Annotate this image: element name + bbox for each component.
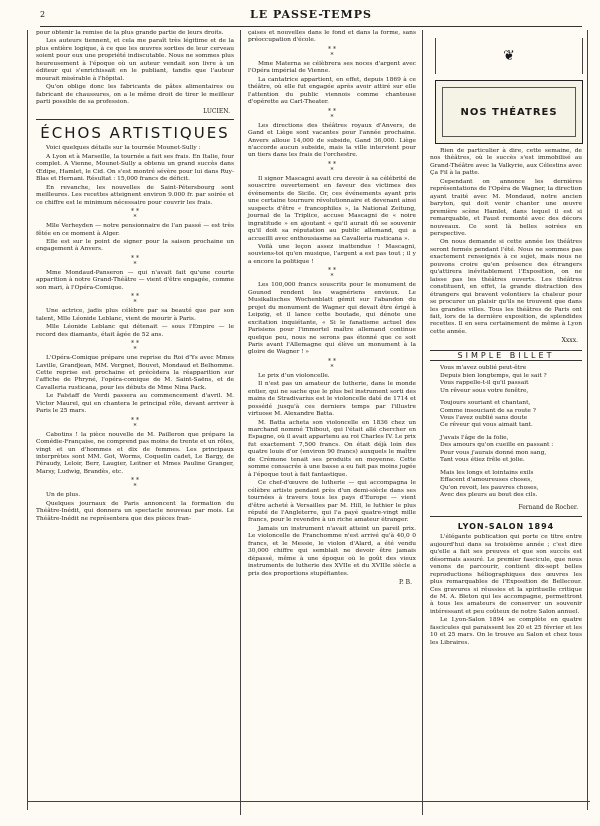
poem-line: Avec des pleurs au bout des cils. [440, 492, 538, 499]
section-heading-theatres-box [435, 80, 583, 144]
paragraph: Mme Materna se célèbrera ses noces d'argent avec l'Opéra impérial de Vienne. [248, 60, 416, 75]
poem-line: Vous rappelle-t-il qu'il passait [440, 380, 529, 387]
paragraph: Rien de particulier à dire, cette semaine, de nos théâtres, où le succès s'est immobilisé au Grand-Théâtre avec la Valkyrie, aux Célestins avec Ça Fil à la patte. [430, 148, 582, 177]
paragraph: L'Opéra-Comique prépare une reprise du Roi d'Ys avec Mmes Laville, Grandjean, MM. Vergnet, Bouvet, Mondaud et Belhomme. Cette reprise est prochaine et précèdera la réapparition sur l'affiche de Phryné, l'opéra-comique de M. Saint-Saëns, et de Cavalleria rusticana, pour les débuts de Mme Nina Pack. [36, 355, 234, 391]
separator-stars: * * * [328, 357, 336, 371]
paragraph: çaises et nouvelles dans le fond et dans la forme, sans préoccupation d'école. [248, 30, 416, 44]
separator-stars: * * * [328, 160, 336, 174]
paragraph: Mme Mondaud-Panseron — qui n'avait fait qu'une courte apparition à notre Grand-Théâtre — vient d'être engagée, comme son mari, à l'Opéra-Comique. [36, 269, 234, 291]
column-divider-2 [422, 30, 423, 815]
section-heading-theatres: NOS THÉATRES [460, 106, 558, 118]
separator-stars: * * * [328, 107, 336, 121]
right-frame-line [587, 30, 588, 810]
separator-stars: * * * [131, 208, 139, 222]
poem-stanza [440, 400, 582, 430]
paragraph: Le Lyon-Salon 1894 se complète en quatre fascicules qui paraissent les 20 et 25 février et les 10 et 25 mars. On le trouve au Salon et chez tous les Libraires. [430, 617, 582, 646]
paragraph: Les 100,000 francs souscrits pour le monument de Gounod rendent les wagnériens envieux. Le Musikalisches Wochenblatt gémit sur l'abandon du projet du monument de Wagner qui devait être érigé à Leipzig, et il lance cette boutade, qui dénote une excitation inquiétante, « Si le fanatisme actuel des Parisiens pour l'immortel maître allemand continue quelque peu, nous ne serons pas étonné que ce soit Paris avant l'Allemagne qui élève un monument à la gloire de Wagner ! » [248, 282, 416, 356]
journal-title: LE PASSE-TEMPS [250, 8, 372, 21]
bottom-frame [27, 801, 590, 816]
column-divider-1 [240, 30, 241, 815]
separator-stars: * * * [131, 340, 139, 354]
paragraph: Mlle Léonide Leblanc qui détenait — sous l'Empire — le record des diamants, était âgée de 52 ans. [36, 324, 234, 338]
paragraph: On nous demande si cette année les théâtres seront fermés pendant l'été. Nous ne sommes pas exactement renseignés à ce sujet, mais nous ne pouvons croire qu'en présence des étrangers qu'attirera inévitablement l'Exposition, on ne laisse pas les théâtres ouverts. Les théâtres constituent, en effet, la grande distraction des étrangers qui bravent volontiers la chaleur pour se procurer un plaisir qu'ils ne trouvent que dans les grandes villes. Tous les théâtres de Paris ont fait, lors de la dernière exposition, de splendides recettes. Il en sera certainement de même à Lyon cette année. [430, 239, 582, 335]
poem-line: Vous m'avez oublié peut-être [440, 365, 527, 372]
poem-line: Effacent d'amoureuses choses, [440, 477, 533, 484]
poem-stanza [440, 435, 582, 465]
paragraph: Jamais un instrument n'avait atteint un pareil prix. Le violoncelle de Franchomme n'est arrivé qu'à 40,0 0 francs, et le Messie, le violon d'Alard, a été vendu 30,000 chiffre qui semblait ne devoir être jamais dépassé, même à une époque où le goût des vieux instruments de lutherie des XVIIe et du XVIIIe siècle a pris des proportions stupéfiantes. [248, 525, 416, 577]
section-heading-lyon-salon: LYON-SALON 1894 [457, 521, 555, 531]
paragraph: Voilà une leçon assez inattendue ! Mascagni, souviens-toi qu'en musique, l'argent a est pas tout ; il y a encore la politique ! [248, 243, 416, 265]
separator-stars: * * * [131, 477, 139, 491]
poem-line: J'avais l'âge de la folie, [440, 434, 509, 441]
paragraph: pour obtenir la remise de la plus grande partie de leurs droits. [36, 30, 224, 36]
poem-line: Mais les longs et lointains exils [440, 469, 534, 476]
paragraph: Mlle Verheyden — notre pensionnaire de l'an passé — est très fêtée en ce moment à Alger. [36, 223, 234, 237]
paragraph: Les directions des théâtres royaux d'Anvers, de Gand et Liège sont vacantes pour l'année prochaine. Anvers alloue 14,000 de subside, Gand 36,000. Liège n'accorde aucun subside, mais la ville intervient pour un tiers dans les frais de l'orchestre. [248, 122, 416, 159]
paragraph: Les auteurs tiennent, et cela me paraît très légitime et de la plus entière logique, à ce que les œuvres sorties de leur cerveau soient pour eux une propriété indiscutable. Nous ne sommes plus heureusement à l'époque où un auteur vendait son livre à un éditeur qui s'enrichissait en le publiant, tandis que l'auteur mourait misérable à l'hôpital. [36, 38, 234, 82]
column-1 [36, 30, 234, 524]
poem-stanza [440, 470, 582, 500]
paragraph: La cantatrice appartient, en effet, depuis 1869 à ce théâtre, où elle fut engagée après avoir attiré sur elle l'attention du public viennois comme chanteuse d'opérette au Carl-Theater. [248, 76, 416, 106]
poem-line: Qu'on revoit, les pauvres choses, [440, 484, 539, 491]
paragraph: Voici quelques détails sur la tournée Mounet-Sully : [46, 145, 201, 152]
poem-line: Comme insouciant de sa route ? [440, 407, 536, 414]
paragraph: Un de plus. [46, 492, 81, 499]
paragraph: A Lyon et à Marseille, la tournée a fait ses frais. En Italie, four complet. A Vienne, Mounet-Sully a obtenu un grand succès dans Œdipe, Hamlet, le Cid. On s'est montré sévère pour lui dans Ruy-Blas et Hernani. Résultat : 15,000 francs de déficit. [36, 153, 234, 183]
paragraph: Une actrice, jadis plus célèbre par sa beauté que par son talent, Mlle Léonide Leblanc, vient de mourir à Paris. [36, 308, 234, 322]
paragraph: Le Falstaff de Verdi passera au commencement d'avril. M. Victor Maurel, qui en chantera le principal rôle, devant arriver à Paris le 25 mars. [36, 393, 234, 415]
poem-line: Des amours qu'on cueille en passant : [440, 442, 554, 449]
separator-stars: * * * [131, 254, 139, 268]
poem-line: Tant vous étiez frêle et jolie. [440, 457, 525, 464]
section-heading-echos: ÉCHOS ARTISTIQUES [40, 123, 230, 142]
signature: P. B. [399, 579, 412, 587]
signature: Xxxx. [561, 337, 578, 345]
poem-line: Depuis bien longtemps, qui le sait ? [440, 372, 547, 379]
divider [36, 119, 234, 120]
paragraph: Qu'on oblige donc les fabricants de pâtes alimentaires ou fabricant de chaussures, on a le même droit de tirer le meilleur parti possible de sa profession. [36, 84, 234, 106]
separator-stars: * * * [328, 45, 336, 59]
paragraph: Il n'est pas un amateur de lutherie, dans le monde entier, qui ne sache que le plus bel instrument sorti des mains de Stradivarius est le violoncelle daté de 1714 et possédé jusqu'à ces derniers temps par l'illustre virtuose M. Alexandre Batta. [248, 381, 416, 418]
poem-line: Pour vous j'aurais donné mon sang, [440, 449, 547, 456]
poem-stanza [440, 365, 582, 395]
separator-stars: * * * [131, 293, 139, 307]
poem-signature: Fernand de Rocher. [518, 504, 578, 512]
paragraph: En revanche, les nouvelles de Saint-Pétersbourg sont meilleures. Les recettes atteignent environ 9.000 fr. par soirée et ce chiffre est le minimum nécessaire pour couvrir les frais. [36, 184, 234, 206]
separator-stars: * * * [131, 416, 139, 430]
paragraph: Le prix d'un violoncelle. [258, 372, 330, 379]
paragraph: M. Batta acheta son violoncelle en 1836 chez un marchand nommé Thibout, qui l'était allé chercher en Espagne, où il avait appartenu au roi Charles IV. Le prix fut exactement 7,500 francs. On était déjà loin des quatre louis d'or (environ 90 francs) auxquels le maître de Crémone tenait ses produits en moyenne. Cette somme consacrée à une basse a eu fait pas moins jugée à l'époque tout à fait fantastique. [248, 419, 416, 478]
paragraph: Cependant on annonce les dernières représentations de l'Opéra de Wagner, la direction ayant traité avec M. Mondaud, notre ancien baryton, qui doit venir chanter une œuvre première scène Hamlet, dans lequel il est si remarquable, et Faust remonté avec des décors nouveaux. Ce sont là belles soirées en perspective. [430, 178, 582, 237]
paragraph: Il signor Mascagni avait cru devoir à sa célébrité de souscrire ouvertement en faveur des victimes des événements de Sicile. Or, ces événements ayant pris une certaine tournure révolutionnaire et devenant ainsi suspects d'être « francophiles », la National Zeitung, journal de la Triplice, accuse Mascagni de « noire ingratitude » en ajoutant « qu'il aurait dû se souvenir qu'il doit sa réputation au public allemand, qui a accueilli avec enthousiasme sa Cavalleria rusticana ». [248, 175, 416, 242]
poem [430, 365, 582, 499]
poem-line: Un rêveur sous votre fenêtre, [440, 387, 529, 394]
divider [430, 516, 582, 517]
poem-line: Ce rêveur qui vous aimait tant. [440, 422, 533, 429]
column-2 [248, 30, 416, 589]
poem-line: Vous l'avez oublié sans doute [440, 414, 528, 421]
paragraph: Elle est sur le point de signer pour la saison prochaine un engagement à Anvers. [36, 238, 234, 253]
heading-ornament: ❦ [435, 38, 583, 74]
left-frame-line [27, 30, 28, 810]
section-heading-billet: SIMPLE BILLET [430, 350, 582, 361]
paragraph: Quelques journaux de Paris annoncent la formation du Théâtre-Inédit, qui donnera un spectacle nouveau par mois. Le Théâtre-Inédit ne représentera que des pièces fran- [36, 500, 234, 522]
separator-stars: * * * [328, 267, 336, 281]
paragraph: Cabotins ! la pièce nouvelle de M. Pailleron que prépare la Comédie-Française, ne comprend pas moins de trente et un rôles, vingt et un d'hommes et dix de femmes. Les principaux interprètes sont MM. Got, Worms, Coquelin cadet, Le Bargy, de Féraudy, Leloir, Berr, Laugier, Leitner et Mmes Pauline Granger, Marsy, Ludwig, Brandès, etc. [36, 431, 234, 475]
poem-line: Toujours souriant et chantant, [440, 400, 531, 407]
page-header [40, 8, 582, 27]
paragraph: Ce chef-d'œuvre de lutherie — qui accompagna le célèbre artiste pendant près d'un demi-siècle dans ses tournées à travers tous les pays d'Europe — vient d'être acheté à Versailles par M. Hill, le luthier le plus réputé de l'Angleterre, qui l'a payé quatre-vingt mille francs, pour le revendre à un riche amateur étranger. [248, 480, 416, 524]
column-3 [430, 148, 582, 648]
signature: LUCIEN. [203, 107, 230, 115]
paragraph: L'élégante publication qui porte ce titre entre aujourd'hui dans sa troisième année ; c'est dire qu'elle a fait ses preuves et que son succès est désormais assuré. Le premier fascicule, que nous venons de parcourir, contient dix-sept belles reproductions héliographiques des œuvres les plus remarquables de l'Exposition de Bellecour. Ces gravures si réussies et la spirituelle critique de M. A. Bleton qui les accompagne, permettront à tous les amateurs de conserver un souvenir intéressant et peu coûteux de notre Salon annuel. [430, 534, 582, 615]
page-number: 2 [40, 10, 46, 19]
